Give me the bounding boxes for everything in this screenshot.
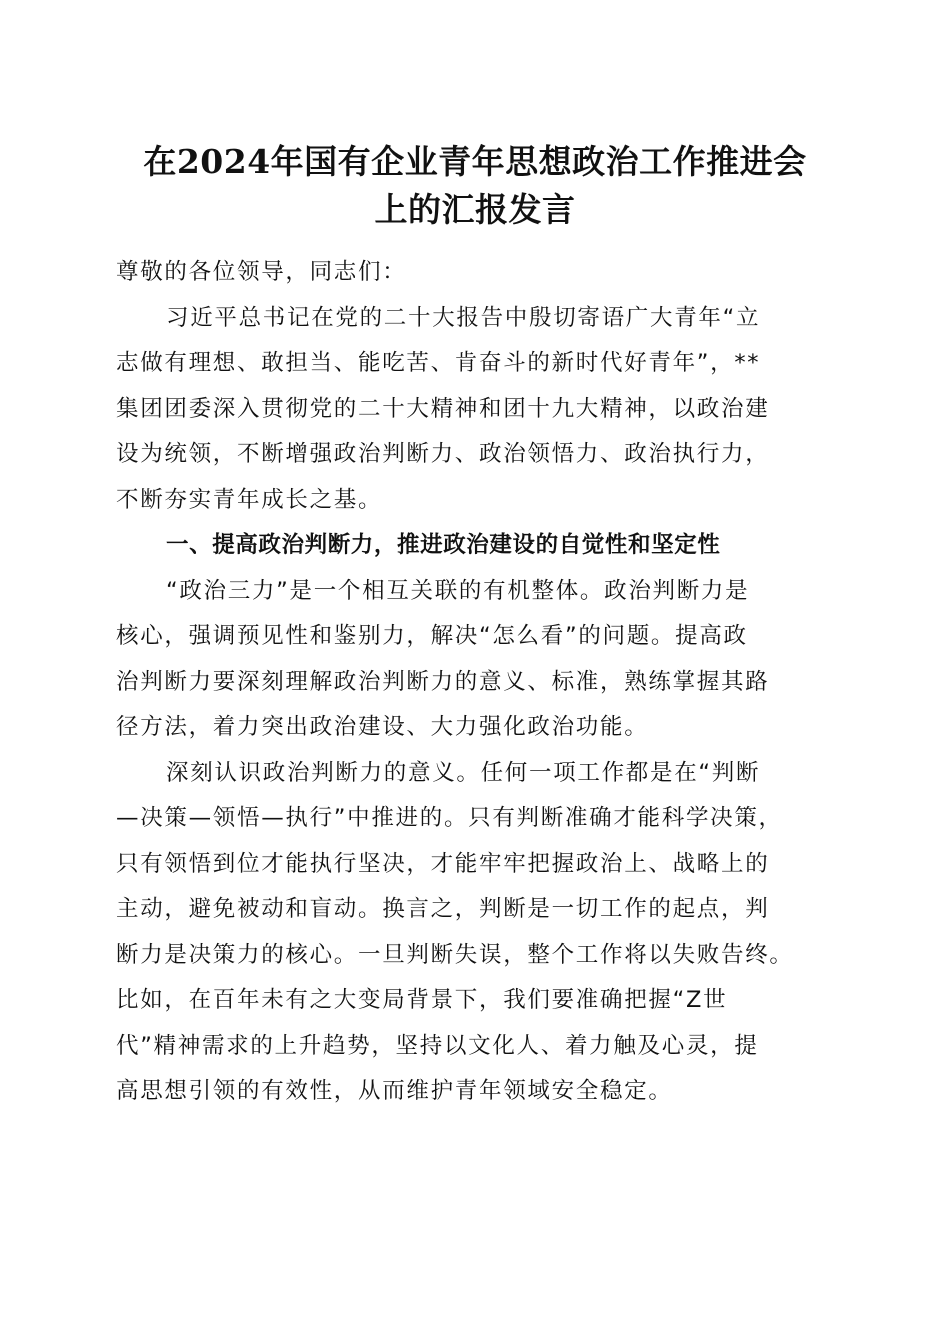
paragraph-line: 只有领悟到位才能执行坚决，才能牢牢把握政治上、战略上的	[116, 850, 770, 877]
paragraph-line: “政治三力”是一个相互关联的有机整体。政治判断力是	[166, 577, 750, 604]
paragraph-line: 志做有理想、敢担当、能吃苦、肯奋斗的新时代好青年”，**	[116, 350, 761, 376]
document-body	[116, 250, 842, 1115]
paragraph-line: 主动，避免被动和盲动。换言之，判断是一切工作的起点，判	[116, 896, 770, 922]
paragraph-line: 高思想引领的有效性，从而维护青年领域安全稳定。	[116, 1078, 673, 1104]
section-heading-1: 一、提高政治判断力，推进政治建设的自觉性和坚定性	[166, 532, 721, 558]
paragraph-1	[116, 296, 842, 524]
paragraph-line: 集团团委深入贯彻党的二十大精神和团十九大精神，以政治建	[116, 395, 770, 422]
salutation: 尊敬的各位领导，同志们：	[116, 259, 407, 285]
paragraph-line: 不断夯实青年成长之基。	[116, 486, 383, 513]
paragraph-line: 代”精神需求的上升趋势，坚持以文化人、着力触及心灵，提	[116, 1032, 759, 1059]
paragraph-2	[116, 569, 842, 751]
paragraph-line: 习近平总书记在党的二十大报告中殷切寄语广大青年“立	[166, 304, 761, 331]
paragraph-line: 治判断力要深刻理解政治判断力的意义、标准，熟练掌握其路	[116, 668, 770, 695]
paragraph-line: 深刻认识政治判断力的意义。任何一项工作都是在“判断	[166, 759, 761, 786]
title-line-2: 上的汇报发言	[374, 190, 576, 229]
document-title	[110, 138, 840, 234]
paragraph-3	[116, 751, 842, 1115]
title-line-1: 在2024年国有企业青年思想政治工作推进会	[143, 142, 807, 181]
paragraph-line: 核心，强调预见性和鉴别力，解决“怎么看”的问题。提高政	[116, 623, 748, 649]
paragraph-line: 设为统领，不断增强政治判断力、政治领悟力、政治执行力，	[116, 441, 770, 467]
paragraph-line: —决策—领悟—执行”中推进的。只有判断准确才能科学决策，	[116, 805, 783, 831]
paragraph-line: 径方法，着力突出政治建设、大力强化政治功能。	[116, 714, 649, 740]
paragraph-line: 断力是决策力的核心。一旦判断失误，整个工作将以失败告终。	[116, 941, 794, 968]
paragraph-line: 比如，在百年未有之大变局背景下，我们要准确把握“Z世	[116, 987, 728, 1013]
